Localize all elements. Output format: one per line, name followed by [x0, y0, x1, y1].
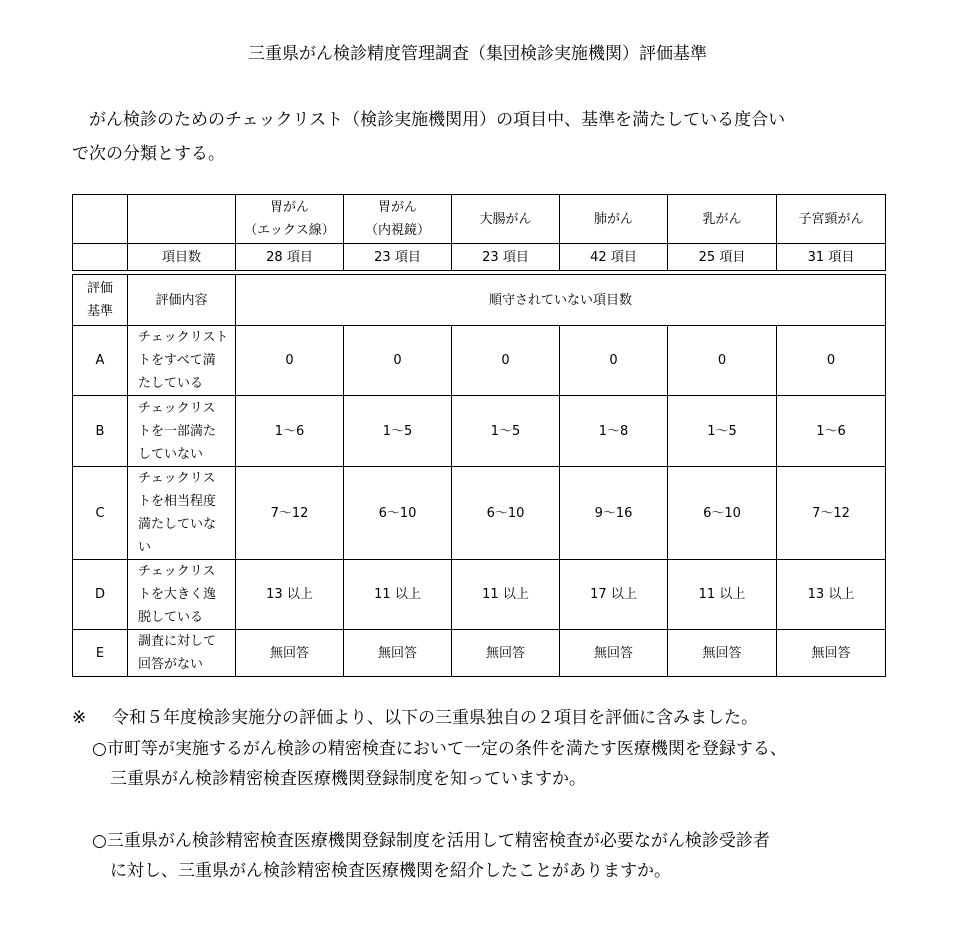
value-cell: 0: [344, 326, 452, 396]
description-cell: 調査に対して 回答がない: [128, 630, 236, 677]
value-cell: 1～5: [344, 396, 452, 467]
value-cell: 7～12: [777, 467, 886, 560]
value-cell: 無回答: [344, 630, 452, 677]
value-cell: 無回答: [777, 630, 886, 677]
description-cell: チェックリスト トをすべて満 たしている: [128, 326, 236, 396]
item-count: 31 項目: [777, 244, 886, 271]
value-cell: 11 以上: [668, 560, 777, 630]
value-cell: 17 以上: [560, 560, 668, 630]
note-lead-text: 令和５年度検診実施分の評価より、以下の三重県独自の２項目を評価に含みました。: [112, 708, 758, 728]
value-cell: 0: [560, 326, 668, 396]
value-cell: 6～10: [668, 467, 777, 560]
intro-line-1: がん検診のためのチェックリスト（検診実施機関用）の項目中、基準を満たしている度合い: [89, 110, 786, 130]
note-item-2: [92, 826, 922, 886]
value-cell: 無回答: [236, 630, 344, 677]
value-cell: 1～6: [236, 396, 344, 467]
grade-cell: E: [73, 630, 128, 677]
note-item-2-line-1: ○三重県がん検診精密検査医療機関登録制度を活用して精密検査が必要ながん検診受診者: [92, 831, 770, 851]
note-item-1-line-1: ○市町等が実施するがん検診の精密検査において一定の条件を満たす医療機関を登録する、: [92, 739, 787, 759]
value-cell: 1～6: [777, 396, 886, 467]
value-cell: 1～8: [560, 396, 668, 467]
empty-cell: [73, 244, 128, 271]
value-cell: 無回答: [560, 630, 668, 677]
description-cell: チェックリス トを相当程度 満たしていな い: [128, 467, 236, 560]
column-header: 胃がん （内視鏡）: [344, 195, 452, 244]
value-cell: 6～10: [344, 467, 452, 560]
criteria-table: [72, 194, 886, 677]
table-row: [73, 467, 886, 560]
value-cell: 0: [236, 326, 344, 396]
column-header: 子宮頸がん: [777, 195, 886, 244]
value-cell: 6～10: [452, 467, 560, 560]
column-header: 胃がん （エックス線）: [236, 195, 344, 244]
corner-cell: [128, 195, 236, 244]
content-header: 評価内容: [128, 275, 236, 326]
description-cell: チェックリス トを大きく逸 脱している: [128, 560, 236, 630]
count-row: [73, 244, 886, 271]
column-header: 大腸がん: [452, 195, 560, 244]
item-count: 23 項目: [344, 244, 452, 271]
grade-cell: B: [73, 396, 128, 467]
column-header: 乳がん: [668, 195, 777, 244]
table-row: [73, 630, 886, 677]
grade-cell: C: [73, 467, 128, 560]
subheader-row: [73, 275, 886, 326]
value-cell: 0: [777, 326, 886, 396]
value-cell: 9～16: [560, 467, 668, 560]
value-cell: 無回答: [452, 630, 560, 677]
value-cell: 7～12: [236, 467, 344, 560]
value-cell: 1～5: [452, 396, 560, 467]
value-cell: 0: [452, 326, 560, 396]
value-cell: 無回答: [668, 630, 777, 677]
item-count: 25 項目: [668, 244, 777, 271]
value-cell: 11 以上: [452, 560, 560, 630]
unmet-header: 順守されていない項目数: [236, 275, 886, 326]
description-cell: チェックリス トを一部満た していない: [128, 396, 236, 467]
item-count: 42 項目: [560, 244, 668, 271]
table-row: [73, 396, 886, 467]
value-cell: 13 以上: [777, 560, 886, 630]
table-row: [73, 326, 886, 396]
value-cell: 13 以上: [236, 560, 344, 630]
corner-cell: [73, 195, 128, 244]
header-row: [73, 195, 886, 244]
column-header: 肺がん: [560, 195, 668, 244]
grade-cell: D: [73, 560, 128, 630]
page-title: 三重県がん検診精度管理調査（集団検診実施機関）評価基準: [248, 44, 707, 64]
value-cell: 11 以上: [344, 560, 452, 630]
note-item-2-line-2: に対し、三重県がん検診精密検査医療機関を紹介したことがありますか。: [110, 861, 671, 881]
value-cell: 0: [668, 326, 777, 396]
item-count: 23 項目: [452, 244, 560, 271]
note-lead: [72, 703, 902, 733]
note-item-1-line-2: 三重県がん検診精密検査医療機関登録制度を知っていますか。: [110, 769, 586, 789]
table-row: [73, 560, 886, 630]
intro-paragraph: [72, 103, 892, 171]
intro-line-2: で次の分類とする。: [72, 144, 225, 164]
count-label: 項目数: [128, 244, 236, 271]
grade-cell: A: [73, 326, 128, 396]
note-mark: ※: [72, 708, 87, 728]
grade-header: 評価 基準: [73, 275, 128, 326]
value-cell: 1～5: [668, 396, 777, 467]
item-count: 28 項目: [236, 244, 344, 271]
note-item-1: [92, 734, 922, 794]
